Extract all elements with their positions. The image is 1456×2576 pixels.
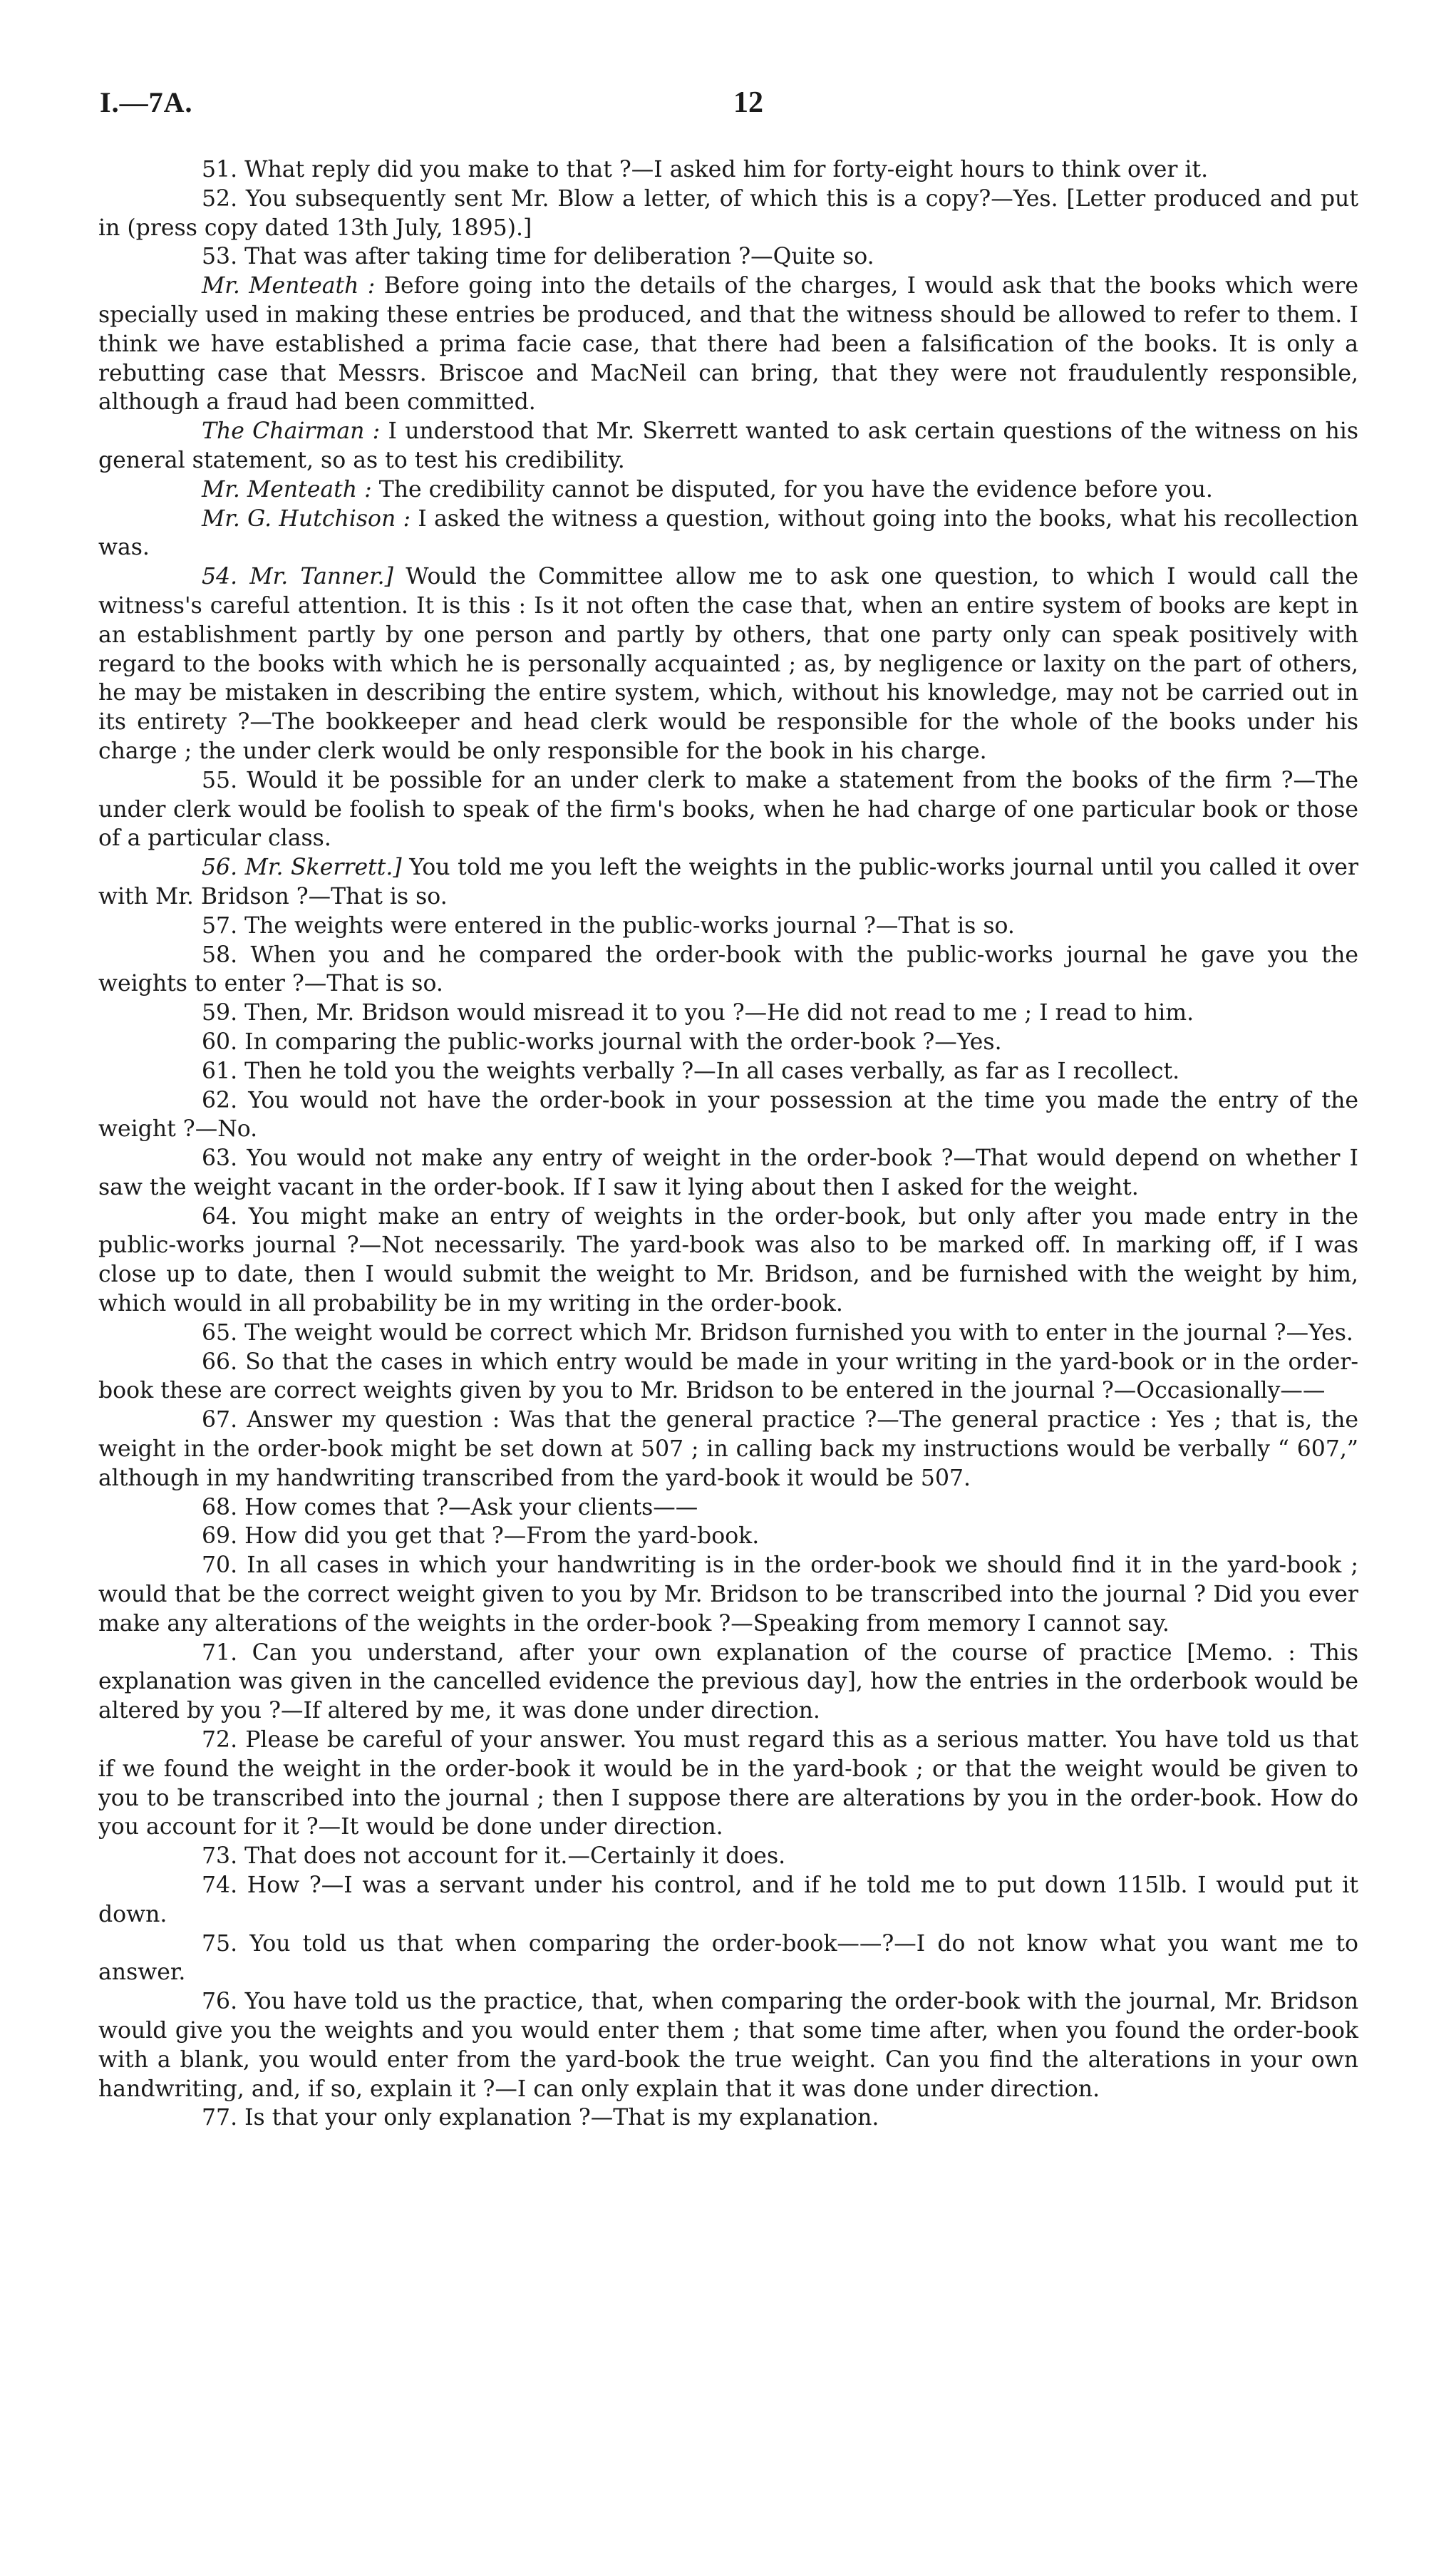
transcript-paragraph bbox=[98, 1842, 1358, 1871]
transcript-paragraph bbox=[98, 1871, 1358, 1930]
paragraph-text: Before going into the details of the charges, I would ask that the books which were specially used in making these entries be produced, and that the witness should be allowed to refer to them. I think we have established a prima facie case, that there had been a falsification of the books. It is only a rebutting case that Messrs. Briscoe and MacNeil can bring, that they were not fraudulently responsible, although a fraud had been committed. bbox=[98, 273, 1359, 416]
speaker-label: Mr. G. Hutchison : bbox=[202, 505, 411, 532]
paragraph-text: You told me you left the weights in the public-works journal until you called it over with Mr. Bridson ?—That is so. bbox=[98, 855, 1359, 910]
paragraph-text: 72. Please be careful of your answer. You must regard this as a serious matter. You have told us that if we found the weight in the order-book it would be in the yard-book ; or that the weight would be given to you to be transcribed into the journal ; then I suppose there are alterations by you in the order-book. How do you account for it ?—It would be done under direction. bbox=[98, 1727, 1358, 1840]
transcript-paragraph bbox=[98, 1522, 1358, 1551]
paragraph-text: Would the Committee allow me to ask one question, to which I would call the witness's careful attention. It is this : Is it not often the case that, when an entire system of books are kept in an establishment partly by one person and partly by others, that one party only can speak positively with regard to the books with which he is personally acquainted ; as, by negligence or laxity on the part of others, he may be mistaken in describing the entire system, which, without his knowledge, may not be carried out in its entirety ?—The bookkeeper and head clerk would be responsible for the whole of the books under his charge ; the under clerk would be only responsible for the book in his charge. bbox=[98, 564, 1358, 764]
paragraph-text: 69. How did you get that ?—From the yard-book. bbox=[202, 1523, 760, 1550]
transcript-paragraph bbox=[98, 1348, 1358, 1406]
speaker-label: Mr. Menteath : bbox=[202, 273, 376, 299]
paragraph-text: 77. Is that your only explanation ?—That is my explanation. bbox=[202, 2105, 879, 2131]
paragraph-text: 58. When you and he compared the order-book with the public-works journal he gave you the weights to enter ?—That is so. bbox=[98, 942, 1358, 997]
paragraph-text: 67. Answer my question : Was that the general practice ?—The general practice : Yes ; that is, the weight in the order-book might be set down at 507 ; in calling back my instructions would be verbally “ 607,” although in my handwriting transcribed from the yard-book it would be 507. bbox=[98, 1407, 1358, 1491]
transcript-paragraph bbox=[98, 941, 1358, 999]
transcript-paragraph bbox=[98, 1639, 1358, 1726]
paragraph-text: 73. That does not account for it.—Certainly it does. bbox=[202, 1843, 786, 1870]
transcript-paragraph bbox=[98, 1930, 1358, 1988]
speaker-label: The Chairman : bbox=[202, 418, 381, 445]
transcript-paragraph bbox=[98, 853, 1358, 912]
speaker-label: Mr. Menteath : bbox=[202, 476, 372, 503]
transcript-paragraph bbox=[98, 1406, 1358, 1493]
paragraph-text: The credibility cannot be disputed, for you have the evidence before you. bbox=[371, 476, 1213, 503]
page-header bbox=[100, 86, 1354, 128]
transcript-paragraph bbox=[98, 185, 1358, 243]
transcript-paragraph bbox=[98, 505, 1358, 563]
transcript-paragraph bbox=[98, 1144, 1358, 1202]
paragraph-text: 55. Would it be possible for an under clerk to make a statement from the books of the firm ?—The under clerk would be foolish to speak of the firm's books, when he had charge of one particular book or those of a particular class. bbox=[98, 767, 1358, 852]
transcript-paragraph bbox=[98, 417, 1358, 475]
paragraph-text: 65. The weight would be correct which Mr. Bridson furnished you with to enter in the journal ?—Yes. bbox=[202, 1319, 1353, 1346]
transcript-paragraph bbox=[98, 1028, 1358, 1057]
transcript-paragraph bbox=[98, 1493, 1358, 1523]
transcript-paragraph bbox=[98, 1987, 1358, 2103]
paragraph-text: 51. What reply did you make to that ?—I asked him for forty-eight hours to think over it. bbox=[202, 157, 1209, 182]
paragraph-text: 76. You have told us the practice, that, when comparing the order-book with the journal, Mr. Bridson would give you the weights and you would enter them ; that some time after, when you found the order-book with a blank, you would enter from the yard-book the true weight. Can you find the alterations in your own handwriting, and, if so, explain it ?—I can only explain that it was done under direction. bbox=[98, 1989, 1358, 2102]
transcript-paragraph bbox=[98, 912, 1358, 941]
transcript-paragraph bbox=[98, 475, 1358, 505]
transcript-paragraph bbox=[98, 766, 1358, 853]
transcript-paragraph bbox=[98, 2103, 1358, 2133]
speaker-label: 54. Mr. Tanner.] bbox=[202, 564, 393, 590]
transcript-paragraph bbox=[98, 272, 1358, 417]
document-reference: I.—7A. bbox=[100, 86, 193, 118]
paragraph-text: 60. In comparing the public-works journal with the order-book ?—Yes. bbox=[202, 1029, 1002, 1055]
paragraph-text: 63. You would not make any entry of weight in the order-book ?—That would depend on whether I saw the weight vacant in the order-book. If I saw it lying about then I asked for the weight. bbox=[98, 1145, 1358, 1200]
page-number: 12 bbox=[733, 86, 763, 119]
transcript-paragraph bbox=[98, 1086, 1358, 1145]
speaker-label: 56. Mr. Skerrett.] bbox=[202, 855, 402, 881]
transcript-paragraph bbox=[98, 1726, 1358, 1842]
paragraph-text: 66. So that the cases in which entry would be made in your writing in the yard-book or in the order-book these are correct weights given by you to Mr. Bridson to be entered in the journal ?—Occasionally—— bbox=[98, 1349, 1358, 1404]
paragraph-text: 70. In all cases in which your handwriting is in the order-book we should find it in the yard-book ; would that be the correct weight given to you by Mr. Bridson to be transcribed into the journal ? Did you ever make any alterations of the weights in the order-book ?—Speaking from memory I cannot say. bbox=[98, 1552, 1358, 1637]
paragraph-text: 68. How comes that ?—Ask your clients—— bbox=[202, 1494, 698, 1520]
transcript-paragraph bbox=[98, 1319, 1358, 1348]
paragraph-text: 53. That was after taking time for deliberation ?—Quite so. bbox=[202, 244, 874, 270]
paragraph-text: 61. Then he told you the weights verbally ?—In all cases verbally, as far as I recollect. bbox=[202, 1058, 1180, 1084]
transcript-paragraph bbox=[98, 1057, 1358, 1086]
paragraph-text: 74. How ?—I was a servant under his control, and if he told me to put down 115lb. I would put it down. bbox=[98, 1872, 1358, 1927]
evidence-transcript bbox=[98, 155, 1358, 2133]
transcript-paragraph bbox=[98, 155, 1358, 185]
paragraph-text: 75. You told us that when comparing the order-book——?—I do not know what you want me to answer. bbox=[98, 1930, 1358, 1986]
paragraph-text: 57. The weights were entered in the public-works journal ?—That is so. bbox=[202, 912, 1015, 939]
paragraph-text: 52. You subsequently sent Mr. Blow a letter, of which this is a copy?—Yes. [Letter produced and put in (press copy dated 13th July, 1895).] bbox=[98, 185, 1358, 241]
paragraph-text: I understood that Mr. Skerrett wanted to ask certain questions of the witness on his general statement, so as to test his credibility. bbox=[98, 418, 1358, 473]
transcript-paragraph bbox=[98, 562, 1358, 766]
paragraph-text: 64. You might make an entry of weights in the order-book, but only after you made entry in the public-works journal ?—Not necessarily. The yard-book was also to be marked off. In marking off, if I was close up to date, then I would submit the weight to Mr. Bridson, and be furnished with the weight by him, which would in all probability be in my writing in the order-book. bbox=[98, 1203, 1358, 1317]
transcript-paragraph bbox=[98, 999, 1358, 1028]
transcript-paragraph bbox=[98, 1551, 1358, 1638]
paragraph-text: 62. You would not have the order-book in your possession at the time you made the entry of the weight ?—No. bbox=[98, 1087, 1358, 1143]
transcript-paragraph bbox=[98, 1202, 1358, 1319]
paragraph-text: 59. Then, Mr. Bridson would misread it to you ?—He did not read to me ; I read to him. bbox=[202, 1000, 1194, 1026]
paragraph-text: I asked the witness a question, without going into the books, what his recollection was. bbox=[98, 505, 1358, 561]
transcript-paragraph bbox=[98, 242, 1358, 272]
paragraph-text: 71. Can you understand, after your own explanation of the course of practice [Memo. : This explanation was given in the cancelled evidence the previous day], how the entries in the orderbook would be altered by you ?—If altered by me, it was done under direction. bbox=[98, 1639, 1358, 1724]
